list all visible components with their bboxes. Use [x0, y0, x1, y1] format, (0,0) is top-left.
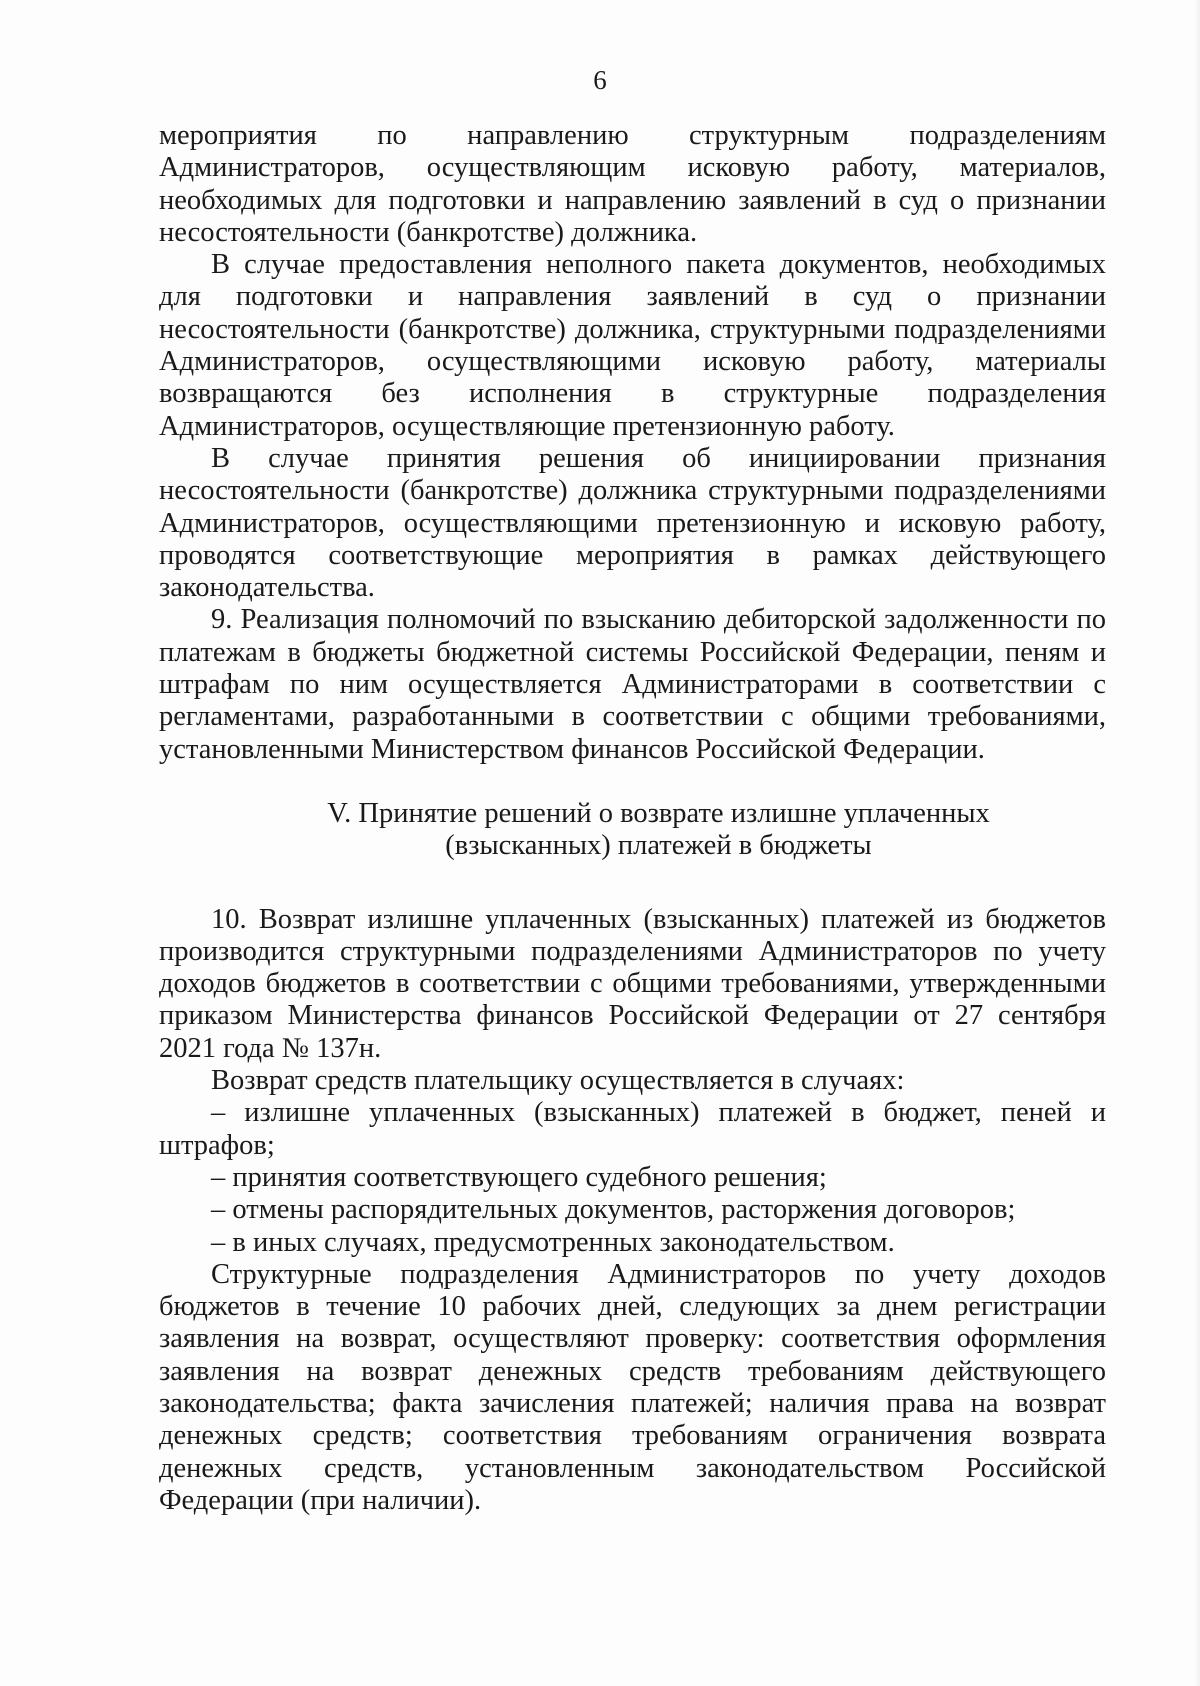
paragraph: В случае предоставления неполного пакета документов, необходимых для подготовки и направления заявлений в суд о признании несостоятельности (банкротстве) должника, структурными подразделениями Администраторов, осуществляющими исковую работу, материалы возвращаются без исполнения в структурные подразделения Администраторов, осуществляющие претензионную работу.	[159, 249, 1106, 442]
list-item: – излишне уплаченных (взысканных) платежей в бюджет, пеней и штрафов;	[159, 1097, 1106, 1161]
paragraph: Возврат средств плательщику осуществляется в случаях:	[211, 1065, 905, 1097]
section-heading-line: V. Принятие решений о возврате излишне уплаченных	[327, 797, 990, 829]
list-item: – отмены распорядительных документов, расторжения договоров;	[211, 1194, 1016, 1226]
list-item: – в иных случаях, предусмотренных законодательством.	[211, 1226, 895, 1258]
section-heading-line: (взысканных) платежей в бюджеты	[445, 830, 872, 862]
paragraph-continuation: мероприятия по направлению структурным подразделениям Администраторов, осуществляющим исковую работу, материалов, необходимых для подготовки и направлению заявлений в суд о признании несостоятельности (банкротстве) должника.	[159, 120, 1106, 248]
paragraph: Структурные подразделения Администраторов по учету доходов бюджетов в течение 10 рабочих дней, следующих за днем регистрации заявления на возврат, осуществляют проверку: соответствия оформления заявления на возврат денежных средств требованиям действующего законодательства; факта зачисления платежей; наличия права на возврат денежных средств; соответствия требованиям ограничения возврата денежных средств, установленным законодательством Российской Федерации (при наличии).	[159, 1258, 1106, 1516]
document-body	[159, 120, 1106, 1517]
page-number: 6	[593, 65, 607, 95]
section-heading	[159, 798, 1106, 863]
paragraph-item-10: 10. Возврат излишне уплаченных (взысканных) платежей из бюджетов производится структурными подразделениями Администраторов по учету доходов бюджетов в соответствии с общими требованиями, утвержденными приказом Министерства финансов Российской Федерации от 27 сентября 2021 года № 137н.	[159, 903, 1106, 1064]
paragraph-item-9: 9. Реализация полномочий по взысканию дебиторской задолженности по платежам в бюджеты бюджетной системы Российской Федерации, пеням и штрафам по ним осуществляется Администраторами в соответствии с регламентами, разработанными в соответствии с общими требованиями, установленными Министерством финансов Российской Федерации.	[159, 604, 1106, 765]
paragraph: В случае принятия решения об инициировании признания несостоятельности (банкротстве) должника структурными подразделениями Администраторов, осуществляющими претензионную и исковую работу, проводятся соответствующие мероприятия в рамках действующего законодательства.	[159, 442, 1106, 604]
scan-edge	[1194, 0, 1200, 1686]
list-item: – принятия соответствующего судебного решения;	[211, 1161, 827, 1193]
